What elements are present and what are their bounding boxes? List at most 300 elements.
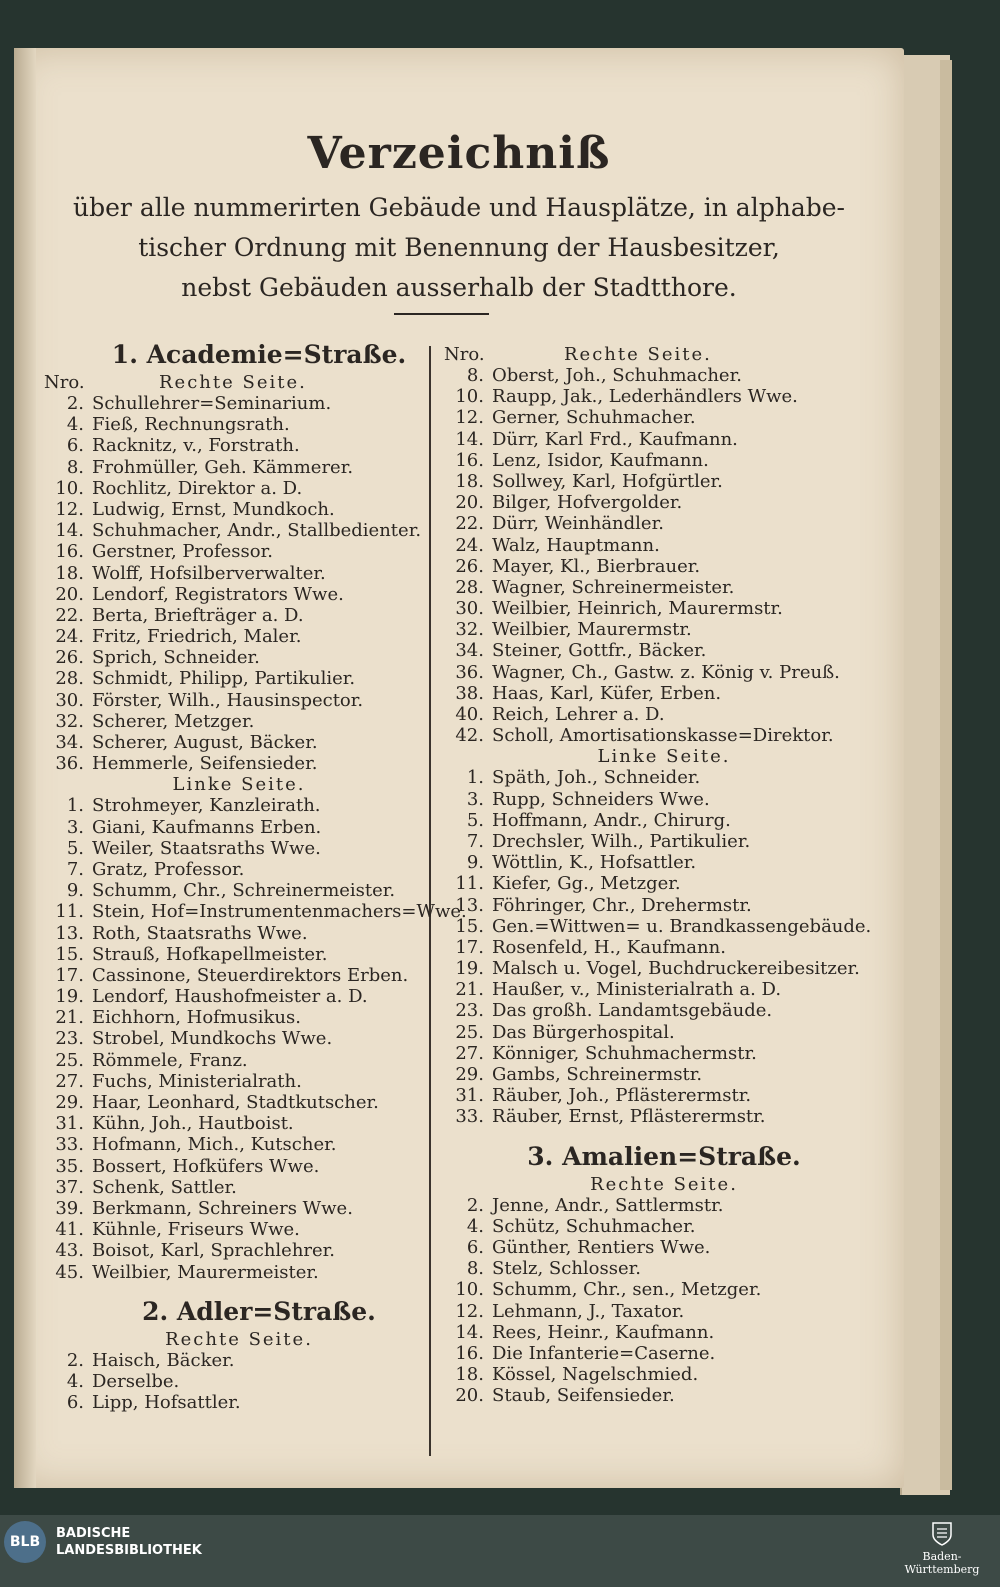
list-item — [444, 1064, 884, 1085]
list-item — [44, 668, 434, 689]
list-item — [44, 753, 434, 774]
owner-name: Weilbier, Maurermeister. — [92, 1261, 319, 1283]
list-item — [44, 626, 434, 647]
owner-name: Das großh. Landamtsgebäude. — [492, 1000, 773, 1022]
house-number: 2. — [66, 393, 84, 414]
owner-name: Bossert, Hofküfers Wwe. — [92, 1155, 320, 1177]
owner-name: Haas, Karl, Küfer, Erben. — [492, 682, 722, 704]
list-item — [444, 979, 884, 1000]
owner-name: Gen.=Wittwen= u. Brandkassengebäude. — [492, 915, 872, 937]
list-item — [44, 1028, 434, 1049]
owner-name: Rees, Heinr., Kaufmann. — [492, 1321, 715, 1343]
owner-name: Staub, Seifensieder. — [492, 1385, 675, 1407]
owner-name: Schullehrer=Seminarium. — [92, 393, 332, 414]
house-number: 45. — [55, 1261, 84, 1283]
house-number: 1. — [66, 795, 84, 817]
page-subtitle — [54, 188, 864, 308]
owner-name: Kühn, Joh., Hautboist. — [92, 1113, 294, 1135]
list-item — [444, 619, 884, 640]
house-number: 10. — [455, 386, 484, 408]
title-rule — [394, 313, 489, 315]
list-item — [44, 795, 434, 816]
house-number: 25. — [455, 1021, 484, 1043]
owner-name: Scherer, Metzger. — [92, 710, 255, 732]
list-item — [44, 690, 434, 711]
owner-name: Das Bürgerhospital. — [492, 1021, 675, 1043]
owner-name: Lenz, Isidor, Kaufmann. — [492, 449, 709, 471]
nro-label: Nro. — [44, 372, 85, 393]
house-number: 17. — [55, 964, 84, 986]
house-number: 6. — [66, 1392, 84, 1414]
street-heading: 3. Amalien=Straße. — [527, 1141, 801, 1171]
house-number: 12. — [55, 498, 84, 520]
house-number: 34. — [455, 640, 484, 662]
owner-name: Sprich, Schneider. — [92, 647, 260, 669]
house-number: 11. — [455, 873, 484, 895]
owner-name: Schenk, Sattler. — [92, 1176, 237, 1198]
owner-name: Kühnle, Friseurs Wwe. — [92, 1219, 300, 1241]
owner-name: Strauß, Hofkapellmeister. — [92, 943, 328, 965]
owner-name: Sollwey, Karl, Hofgürtler. — [492, 470, 723, 492]
list-item — [44, 1071, 434, 1092]
list-item — [444, 1000, 884, 1021]
list-item — [44, 435, 434, 456]
house-number: 12. — [455, 1300, 484, 1322]
side-label: Rechte Seite. — [590, 1173, 738, 1195]
owner-name: Steiner, Gottfr., Bäcker. — [492, 640, 707, 662]
entry-list — [444, 365, 884, 746]
owner-name: Weilbier, Maurermstr. — [492, 619, 692, 641]
house-number: 6. — [466, 1236, 484, 1258]
owner-name: Kössel, Nagelschmied. — [492, 1364, 699, 1386]
owner-name: Berta, Briefträger a. D. — [92, 604, 304, 626]
entry-list — [44, 795, 467, 1283]
owner-name: Haar, Leonhard, Stadtkutscher. — [92, 1092, 379, 1113]
owner-name: Haisch, Bäcker. — [92, 1349, 235, 1371]
owner-name: Kiefer, Gg., Metzger. — [492, 873, 681, 895]
house-number: 11. — [55, 901, 84, 923]
list-item — [444, 1301, 884, 1322]
house-number: 8. — [466, 1258, 484, 1280]
house-number: 37. — [55, 1176, 84, 1198]
house-number: 16. — [55, 541, 84, 563]
list-item — [444, 873, 884, 894]
list-item — [44, 1219, 434, 1240]
library-name-line: LANDESBIBLIOTHEK — [56, 1543, 202, 1558]
house-number: 7. — [466, 830, 484, 852]
list-item — [44, 711, 434, 732]
entry-list — [444, 1195, 884, 1407]
side-label: Rechte Seite. — [159, 372, 307, 393]
list-item — [444, 831, 884, 852]
list-item — [44, 880, 434, 901]
owner-name: Bilger, Hofvergolder. — [492, 492, 683, 514]
house-number: 15. — [455, 915, 484, 937]
list-item — [44, 1350, 434, 1371]
house-number: 39. — [55, 1197, 84, 1219]
list-item — [44, 393, 434, 414]
list-item — [44, 1177, 434, 1198]
list-item — [444, 407, 884, 428]
document-page — [14, 48, 904, 1488]
owner-name: Räuber, Ernst, Pflästerermstr. — [492, 1106, 766, 1128]
nro-header — [444, 344, 884, 365]
house-number: 5. — [66, 837, 84, 859]
section-gap — [44, 1283, 434, 1295]
list-item — [444, 1085, 884, 1106]
owner-name: Eichhorn, Hofmusikus. — [92, 1007, 301, 1029]
owner-name: Hofmann, Mich., Kutscher. — [92, 1134, 337, 1156]
house-number: 18. — [55, 562, 84, 584]
owner-name: Hemmerle, Seifensieder. — [92, 753, 318, 775]
house-number: 5. — [466, 809, 484, 831]
list-item — [444, 958, 884, 979]
list-item — [444, 598, 884, 619]
list-item — [44, 1113, 434, 1134]
owner-name: Dürr, Weinhändler. — [492, 513, 664, 535]
list-item — [444, 640, 884, 661]
list-item — [44, 1134, 434, 1155]
owner-name: Weiler, Staatsraths Wwe. — [92, 837, 321, 859]
house-number: 4. — [66, 414, 84, 436]
list-item — [44, 478, 434, 499]
entry-list — [44, 1350, 434, 1414]
house-number: 3. — [66, 816, 84, 838]
left-column — [44, 338, 467, 1414]
house-number: 23. — [455, 1000, 484, 1022]
house-number: 33. — [455, 1106, 484, 1128]
owner-name: Strohmeyer, Kanzleirath. — [92, 795, 321, 817]
list-item — [444, 789, 884, 810]
owner-name: Mayer, Kl., Bierbrauer. — [492, 555, 701, 577]
house-number: 16. — [455, 449, 484, 471]
owner-name: Boisot, Karl, Sprachlehrer. — [92, 1240, 336, 1262]
owner-name: Wolff, Hofsilberverwalter. — [92, 562, 326, 584]
list-item — [444, 1343, 884, 1364]
list-item — [44, 1371, 434, 1392]
list-item — [44, 986, 434, 1007]
list-item — [444, 1322, 884, 1343]
house-number: 14. — [455, 1321, 484, 1343]
list-item — [44, 838, 434, 859]
owner-name: Lehmann, J., Taxator. — [492, 1300, 685, 1322]
list-item — [444, 662, 884, 683]
list-item — [444, 429, 884, 450]
house-number: 30. — [455, 598, 484, 620]
list-item — [44, 1007, 434, 1028]
nro-label: Nro. — [444, 344, 485, 365]
list-item — [444, 1022, 884, 1043]
house-number: 21. — [455, 979, 484, 1001]
section-gap — [444, 1128, 884, 1140]
list-item — [44, 1240, 434, 1261]
owner-name: Weilbier, Heinrich, Maurermstr. — [492, 598, 783, 620]
house-number: 17. — [455, 936, 484, 958]
owner-name: Die Infanterie=Caserne. — [492, 1342, 716, 1364]
house-number: 24. — [55, 626, 84, 648]
owner-name: Malsch u. Vogel, Buchdruckereibesitzer. — [492, 958, 860, 980]
house-number: 14. — [55, 520, 84, 542]
house-number: 24. — [455, 534, 484, 556]
owner-name: Späth, Joh., Schneider. — [492, 767, 701, 789]
blb-logo[interactable]: BLB — [4, 1521, 46, 1563]
right-column — [444, 344, 884, 1406]
side-label: Linke Seite. — [597, 746, 731, 768]
house-number: 10. — [55, 477, 84, 499]
house-number: 15. — [55, 943, 84, 965]
list-item — [44, 414, 434, 435]
house-number: 43. — [55, 1240, 84, 1262]
house-number: 25. — [55, 1049, 84, 1071]
owner-name: Wagner, Schreinermeister. — [492, 576, 735, 598]
owner-name: Stein, Hof=Instrumentenmachers=Wwe. — [92, 901, 467, 923]
house-number: 19. — [55, 986, 84, 1008]
house-number: 7. — [66, 858, 84, 880]
owner-name: Lendorf, Haushofmeister a. D. — [92, 986, 368, 1008]
house-number: 28. — [455, 576, 484, 598]
list-item — [444, 1385, 884, 1406]
list-item — [444, 1258, 884, 1279]
owner-name: Stelz, Schlosser. — [492, 1258, 641, 1280]
house-number: 9. — [466, 852, 484, 874]
owner-name: Lendorf, Registrators Wwe. — [92, 583, 344, 605]
nro-header — [44, 372, 434, 393]
owner-name: Gerstner, Professor. — [92, 541, 273, 563]
house-number: 10. — [455, 1279, 484, 1301]
house-number: 36. — [55, 753, 84, 775]
owner-name: Reich, Lehrer a. D. — [492, 704, 665, 725]
coat-of-arms-icon — [931, 1521, 953, 1547]
house-number: 13. — [55, 922, 84, 944]
list-item — [444, 386, 884, 407]
list-item — [44, 584, 434, 605]
owner-name: Frohmüller, Geh. Kämmerer. — [92, 456, 354, 478]
list-item — [44, 732, 434, 753]
owner-name: Rosenfeld, H., Kaufmann. — [492, 936, 726, 958]
list-item — [444, 1237, 884, 1258]
owner-name: Cassinone, Steuerdirektors Erben. — [92, 964, 409, 986]
house-number: 40. — [455, 704, 484, 725]
owner-name: Fuchs, Ministerialrath. — [92, 1070, 302, 1092]
list-item — [44, 1050, 434, 1071]
list-item — [444, 683, 884, 704]
house-number: 4. — [66, 1370, 84, 1392]
book-page-edges-inner — [940, 60, 952, 1490]
state-logo[interactable] — [892, 1519, 992, 1581]
list-item — [444, 725, 884, 746]
owner-name: Schütz, Schuhmacher. — [492, 1215, 696, 1237]
house-number: 27. — [55, 1070, 84, 1092]
owner-name: Giani, Kaufmanns Erben. — [92, 816, 322, 838]
state-name: Baden-Württemberg — [904, 1550, 980, 1576]
owner-name: Schumm, Chr., sen., Metzger. — [492, 1279, 762, 1301]
house-number: 1. — [466, 767, 484, 789]
owner-name: Föhringer, Chr., Drehermstr. — [492, 894, 752, 916]
list-item — [444, 513, 884, 534]
list-item — [44, 1198, 434, 1219]
subtitle-line: nebst Gebäuden ausserhalb der Stadtthore. — [181, 273, 737, 302]
list-item — [44, 944, 434, 965]
side-label: Rechte Seite. — [564, 344, 712, 365]
list-item — [444, 1216, 884, 1237]
house-number: 42. — [455, 725, 484, 747]
list-item — [444, 1106, 884, 1127]
list-item — [44, 1262, 434, 1283]
owner-name: Strobel, Mundkochs Wwe. — [92, 1028, 333, 1050]
owner-name: Schuhmacher, Andr., Stallbedienter. — [92, 520, 422, 542]
list-item — [44, 499, 434, 520]
house-number: 38. — [455, 682, 484, 704]
list-item — [444, 810, 884, 831]
owner-name: Racknitz, v., Forstrath. — [92, 435, 300, 457]
owner-name: Wagner, Ch., Gastw. z. König v. Preuß. — [492, 661, 840, 683]
house-number: 19. — [455, 958, 484, 980]
house-number: 22. — [455, 513, 484, 535]
owner-name: Roth, Staatsraths Wwe. — [92, 922, 308, 944]
list-item — [444, 450, 884, 471]
house-number: 16. — [455, 1342, 484, 1364]
owner-name: Rupp, Schneiders Wwe. — [492, 788, 710, 810]
list-item — [44, 563, 434, 584]
owner-name: Haußer, v., Ministerialrath a. D. — [492, 979, 782, 1001]
entry-list — [44, 393, 434, 774]
list-item — [444, 852, 884, 873]
owner-name: Förster, Wilh., Hausinspector. — [92, 689, 364, 711]
list-item — [444, 937, 884, 958]
house-number: 22. — [55, 604, 84, 626]
owner-name: Gratz, Professor. — [92, 858, 245, 880]
list-item — [44, 923, 434, 944]
owner-name: Drechsler, Wilh., Partikulier. — [492, 830, 751, 852]
house-number: 34. — [55, 732, 84, 753]
list-item — [44, 520, 434, 541]
house-number: 29. — [55, 1092, 84, 1113]
list-item — [44, 817, 434, 838]
owner-name: Könniger, Schuhmachermstr. — [492, 1042, 757, 1064]
house-number: 31. — [55, 1113, 84, 1135]
owner-name: Fieß, Rechnungsrath. — [92, 414, 290, 436]
owner-name: Gerner, Schuhmacher. — [492, 407, 696, 429]
footer-bar — [0, 1515, 1000, 1587]
house-number: 9. — [66, 880, 84, 902]
list-item — [44, 859, 434, 880]
house-number: 21. — [55, 1007, 84, 1029]
house-number: 29. — [455, 1064, 484, 1085]
list-item — [444, 556, 884, 577]
house-number: 3. — [466, 788, 484, 810]
house-number: 20. — [455, 1385, 484, 1407]
list-item — [44, 541, 434, 562]
house-number: 33. — [55, 1134, 84, 1156]
list-item — [444, 916, 884, 937]
house-number: 13. — [455, 894, 484, 916]
house-number: 32. — [55, 710, 84, 732]
house-number: 30. — [55, 689, 84, 711]
house-number: 18. — [455, 1364, 484, 1386]
owner-name: Scherer, August, Bäcker. — [92, 732, 318, 753]
house-number: 26. — [455, 555, 484, 577]
owner-name: Hoffmann, Andr., Chirurg. — [492, 809, 731, 831]
street-heading: 2. Adler=Straße. — [142, 1296, 376, 1326]
owner-name: Berkmann, Schreiners Wwe. — [92, 1197, 353, 1219]
house-number: 27. — [455, 1042, 484, 1064]
owner-name: Römmele, Franz. — [92, 1049, 248, 1071]
page-spine — [14, 48, 36, 1488]
owner-name: Gambs, Schreinermstr. — [492, 1064, 703, 1085]
list-item — [444, 535, 884, 556]
house-number: 20. — [455, 492, 484, 514]
owner-name: Scholl, Amortisationskasse=Direktor. — [492, 725, 834, 747]
list-item — [44, 647, 434, 668]
owner-name: Schumm, Chr., Schreinermeister. — [92, 880, 396, 902]
house-number: 28. — [55, 668, 84, 690]
house-number: 2. — [466, 1194, 484, 1216]
list-item — [44, 1156, 434, 1177]
list-item — [444, 1195, 884, 1216]
owner-name: Räuber, Joh., Pflästerermstr. — [492, 1085, 752, 1107]
owner-name: Fritz, Friedrich, Maler. — [92, 626, 302, 648]
owner-name: Oberst, Joh., Schuhmacher. — [492, 365, 742, 386]
owner-name: Wöttlin, K., Hofsattler. — [492, 852, 697, 874]
entry-list — [444, 767, 884, 1127]
list-item — [444, 365, 884, 386]
owner-name: Walz, Hauptmann. — [492, 534, 660, 556]
list-item — [44, 965, 434, 986]
house-number: 2. — [66, 1349, 84, 1371]
house-number: 26. — [55, 647, 84, 669]
house-number: 4. — [466, 1215, 484, 1237]
list-item — [444, 577, 884, 598]
house-number: 35. — [55, 1155, 84, 1177]
page-title: Verzeichniß — [307, 128, 611, 179]
list-item — [444, 471, 884, 492]
house-number: 41. — [55, 1219, 84, 1241]
library-name[interactable] — [56, 1525, 202, 1559]
owner-name: Jenne, Andr., Sattlermstr. — [492, 1194, 724, 1216]
list-item — [44, 1092, 434, 1113]
list-item — [444, 704, 884, 725]
side-label: Linke Seite. — [172, 774, 306, 796]
list-item — [44, 901, 467, 923]
list-item — [44, 605, 434, 626]
list-item — [444, 1364, 884, 1385]
list-item — [444, 1043, 884, 1064]
house-number: 18. — [455, 470, 484, 492]
owner-name: Raupp, Jak., Lederhändlers Wwe. — [492, 386, 798, 408]
list-item — [44, 457, 434, 478]
owner-name: Lipp, Hofsattler. — [92, 1392, 241, 1414]
house-number: 6. — [66, 435, 84, 457]
owner-name: Schmidt, Philipp, Partikulier. — [92, 668, 356, 690]
list-item — [444, 895, 884, 916]
owner-name: Ludwig, Ernst, Mundkoch. — [92, 498, 335, 520]
list-item — [444, 767, 884, 788]
house-number: 23. — [55, 1028, 84, 1050]
owner-name: Derselbe. — [92, 1370, 180, 1392]
list-item — [444, 1279, 884, 1300]
owner-name: Günther, Rentiers Wwe. — [492, 1236, 711, 1258]
house-number: 8. — [466, 365, 484, 386]
owner-name: Rochlitz, Direktor a. D. — [92, 477, 303, 499]
subtitle-line: über alle nummerirten Gebäude und Hausplätze, in alphabe- — [73, 193, 845, 222]
subtitle-line: tischer Ordnung mit Benennung der Hausbesitzer, — [138, 233, 780, 262]
list-item — [444, 492, 884, 513]
list-item — [44, 1392, 434, 1413]
house-number: 20. — [55, 583, 84, 605]
house-number: 32. — [455, 619, 484, 641]
house-number: 36. — [455, 661, 484, 683]
house-number: 14. — [455, 428, 484, 450]
